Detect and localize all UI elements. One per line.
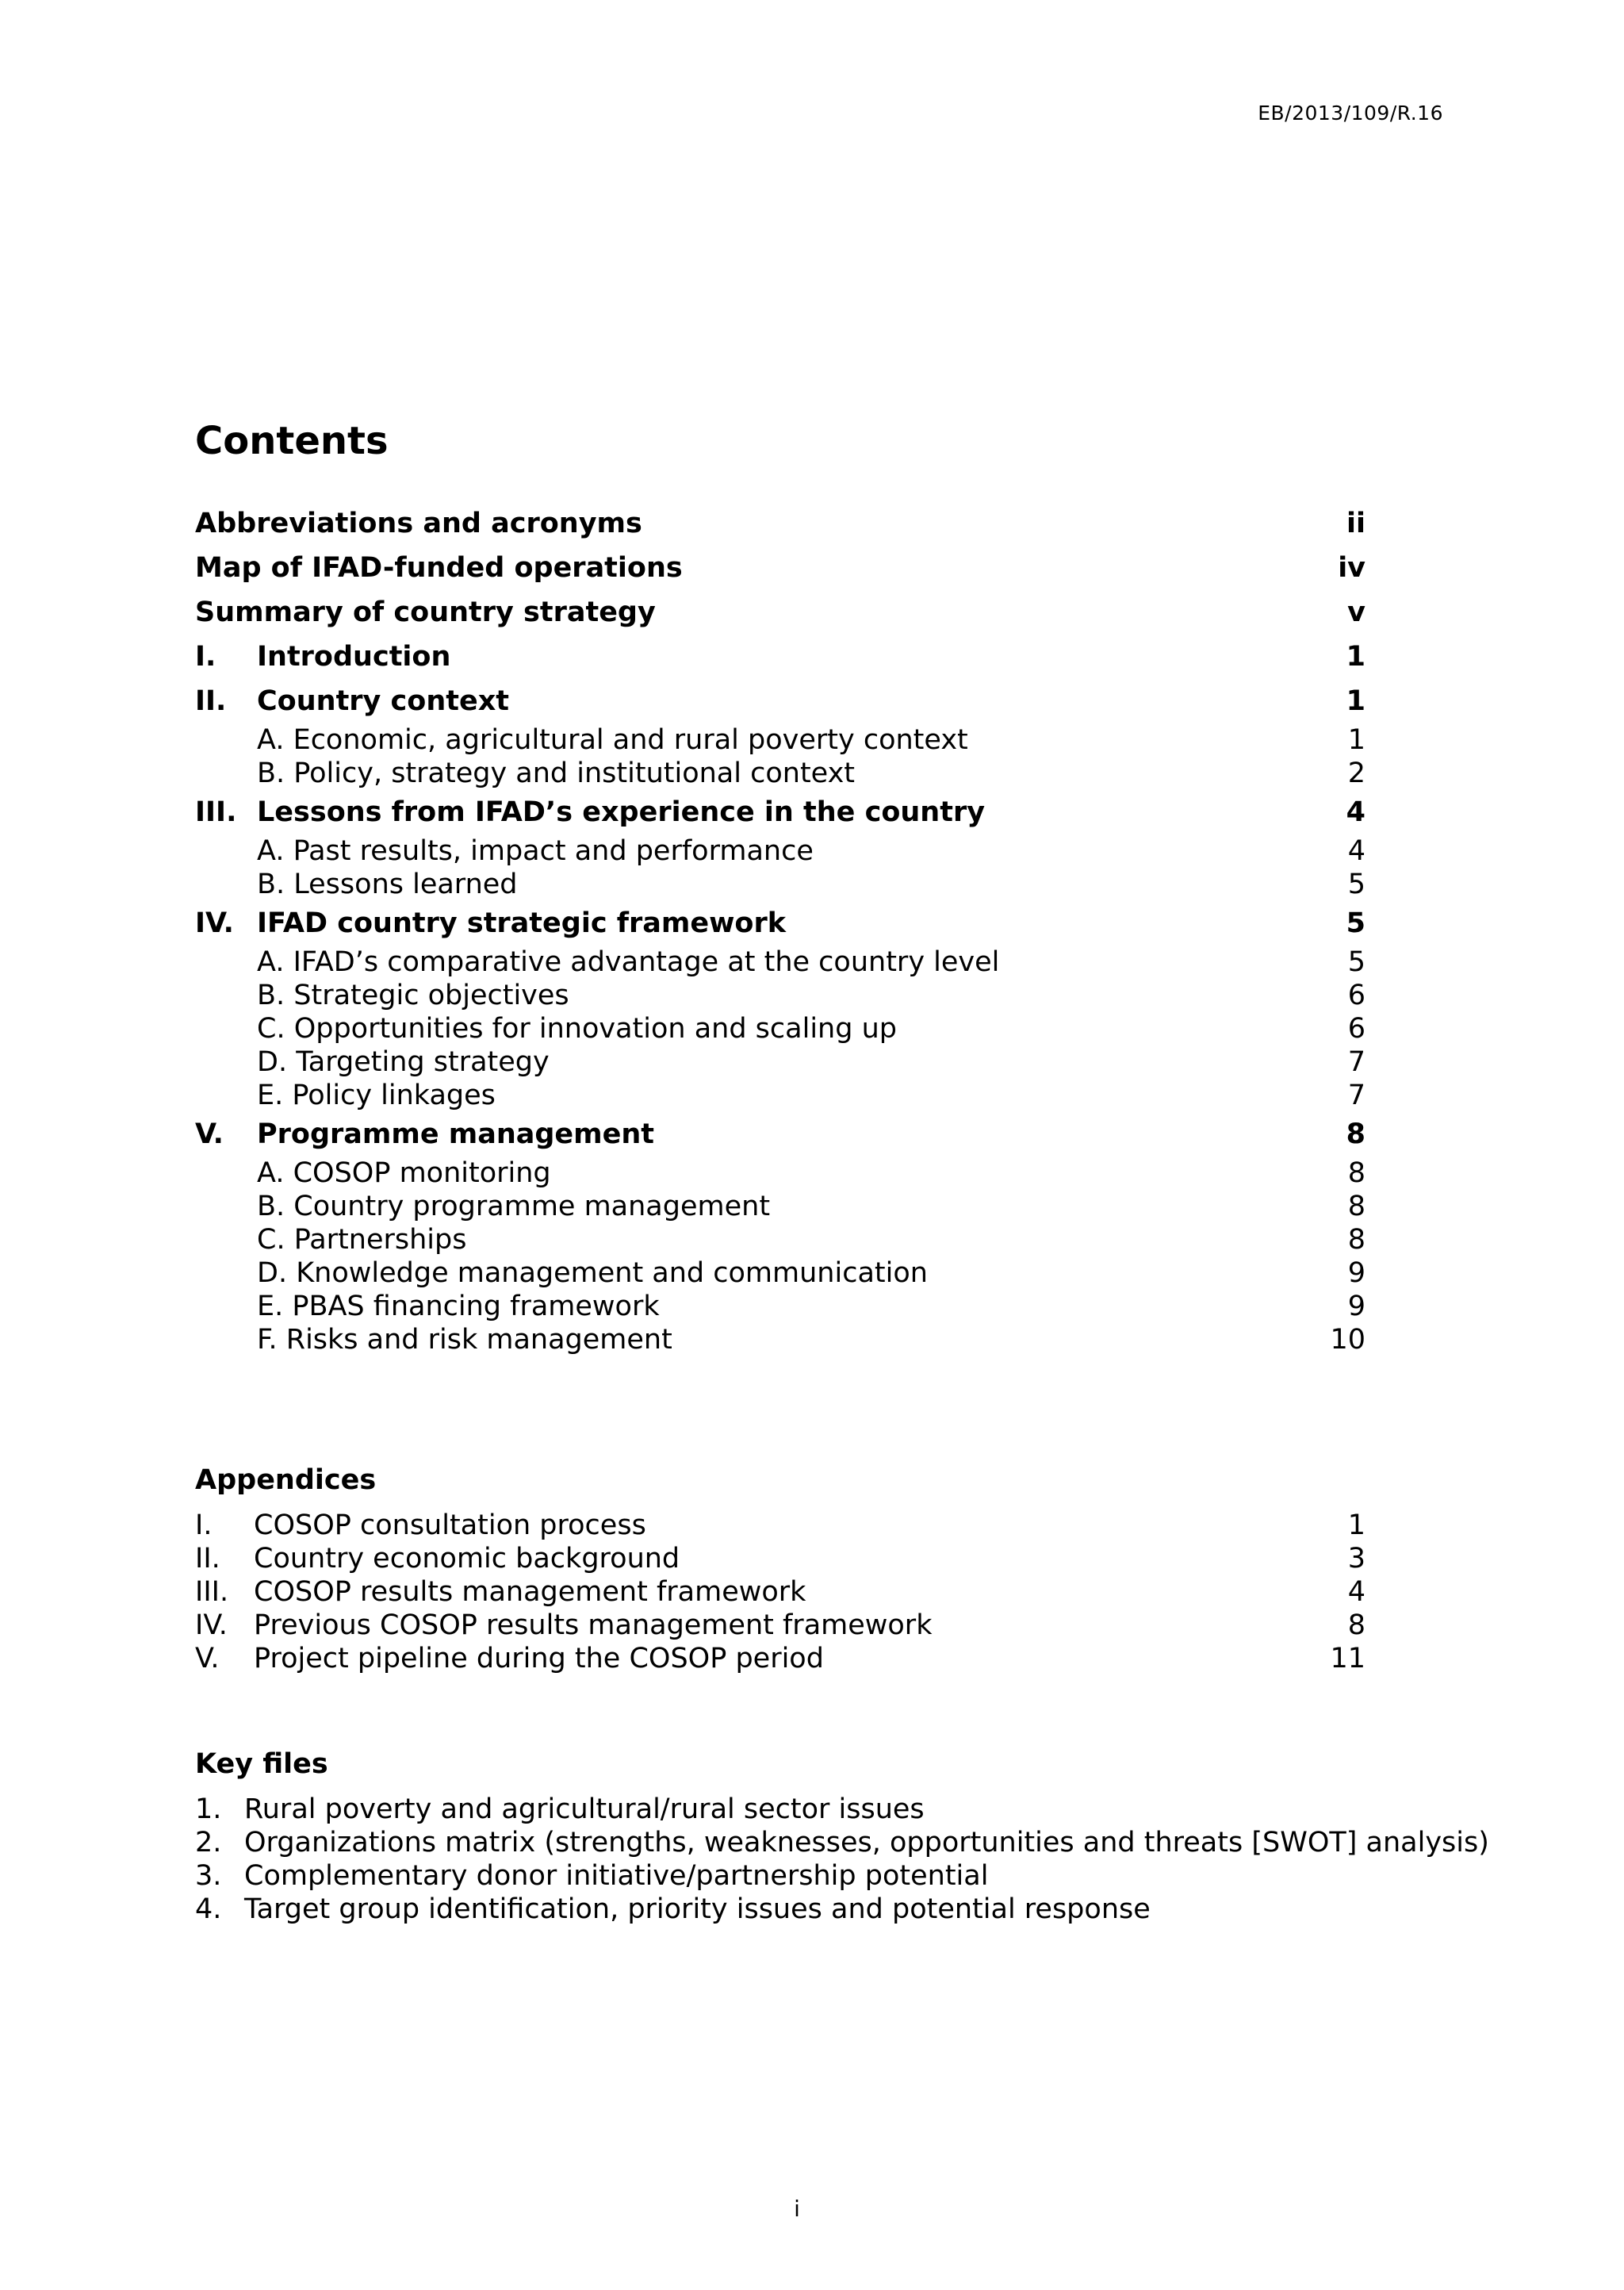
appendix-number: V. [195,1643,220,1674]
key-file-number: 2. [195,1827,222,1858]
toc-entry [195,501,1365,546]
key-file-entry [195,1826,1591,1859]
key-file-entry [195,1893,1591,1926]
key-file-label: Target group identification, priority issues and potential response [244,1893,1151,1925]
key-file-number: 1. [195,1793,222,1825]
toc-entry [195,635,1365,679]
toc-subentry [195,979,1365,1012]
toc-entry [195,679,1365,723]
toc-subentry-page: 6 [1347,980,1365,1011]
appendix-page: 1 [1347,1509,1365,1541]
toc-entry-label: Lessons from IFAD’s experience in the country [257,796,986,828]
appendix-number: I. [195,1509,213,1541]
toc-subentry [195,1079,1365,1112]
toc-subentry [195,757,1365,790]
appendix-label: Project pipeline during the COSOP period [254,1643,824,1674]
key-file-number: 4. [195,1893,222,1925]
appendix-number: III. [195,1576,229,1608]
appendix-label: COSOP consultation process [254,1509,646,1541]
appendix-entry [195,1509,1365,1542]
toc-entry [195,546,1365,590]
toc-entry-page: 1 [1346,685,1365,717]
toc-entry [195,790,1365,834]
toc-subentry-page: 4 [1347,835,1365,867]
toc-entry-label: Map of IFAD-funded operations [195,552,683,584]
toc-subentry-label: B. Country programme management [257,1191,771,1222]
toc-entry-number: I. [195,641,216,673]
toc-subentry-label: A. Past results, impact and performance [257,835,814,867]
appendix-page: 4 [1347,1576,1365,1608]
appendix-label: COSOP results management framework [254,1576,806,1608]
toc-subentry-label: B. Strategic objectives [257,980,569,1011]
toc-entry-page: 1 [1346,641,1365,673]
page-title: Contents [195,419,389,463]
toc-subentry-page: 9 [1347,1291,1365,1322]
toc-subentry-label: C. Partnerships [257,1224,467,1256]
toc-entry-label: Country context [257,685,510,717]
appendix-label: Country economic background [254,1543,680,1575]
toc-subentry [195,1323,1365,1356]
toc-entry-page: v [1347,596,1365,628]
toc-subentry-label: B. Policy, strategy and institutional context [257,758,856,789]
toc-entry-page: 8 [1346,1118,1365,1150]
toc-entry-number: IV. [195,907,234,939]
toc-subentry-label: D. Knowledge management and communication [257,1257,928,1289]
toc-entry-page: 4 [1346,796,1365,828]
key-files-section [195,1742,1591,1926]
toc-subentry-label: A. COSOP monitoring [257,1157,551,1189]
toc-subentry-page: 5 [1347,946,1365,978]
toc-subentry [195,1256,1365,1290]
appendix-page: 8 [1347,1609,1365,1641]
toc-subentry-page: 2 [1347,758,1365,789]
key-file-entry [195,1859,1591,1893]
appendices-heading: Appendices [195,1464,377,1496]
toc-subentry-label: A. IFAD’s comparative advantage at the country level [257,946,1000,978]
toc-subentry [195,946,1365,979]
toc-subentry-label: A. Economic, agricultural and rural poverty context [257,724,968,756]
toc-subentry-label: D. Targeting strategy [257,1046,550,1078]
table-of-contents [195,501,1365,1356]
toc-subentry-page: 7 [1347,1080,1365,1111]
appendix-number: IV. [195,1609,228,1641]
toc-entry [195,590,1365,635]
key-file-label: Complementary donor initiative/partnership potential [244,1860,989,1892]
toc-subentry-page: 5 [1347,869,1365,900]
toc-entry-number: III. [195,796,237,828]
key-file-label: Organizations matrix (strengths, weaknesses, opportunities and threats [SWOT] analysis) [244,1827,1489,1858]
appendix-entry [195,1542,1365,1575]
toc-entry-page: iv [1338,552,1365,584]
toc-subentry-page: 8 [1347,1224,1365,1256]
toc-subentry-page: 8 [1347,1191,1365,1222]
toc-subentry-label: E. PBAS financing framework [257,1291,660,1322]
toc-entry-number: II. [195,685,227,717]
toc-entry [195,1112,1365,1157]
toc-subentry [195,1223,1365,1256]
key-file-number: 3. [195,1860,222,1892]
appendix-entry [195,1575,1365,1609]
toc-entry-label: Summary of country strategy [195,596,656,628]
toc-subentry-label: F. Risks and risk management [257,1324,672,1356]
appendices-list [195,1509,1365,1675]
toc-subentry [195,834,1365,868]
toc-entry-label: Introduction [257,641,451,673]
key-file-label: Rural poverty and agricultural/rural sector issues [244,1793,925,1825]
key-files-list [195,1793,1591,1926]
toc-entry-label: Abbreviations and acronyms [195,508,642,539]
toc-subentry-label: C. Opportunities for innovation and scaling up [257,1013,897,1045]
appendix-page: 3 [1347,1543,1365,1575]
toc-entry-label: Programme management [257,1118,655,1150]
toc-entry-page: 5 [1346,907,1365,939]
toc-subentry-page: 1 [1347,724,1365,756]
appendix-number: II. [195,1543,220,1575]
toc-subentry-page: 10 [1330,1324,1365,1356]
toc-entry-label: IFAD country strategic framework [257,907,786,939]
toc-subentry-page: 9 [1347,1257,1365,1289]
toc-subentry [195,868,1365,901]
toc-subentry-label: B. Lessons learned [257,869,518,900]
toc-subentry-page: 7 [1347,1046,1365,1078]
toc-subentry [195,1157,1365,1190]
appendix-entry [195,1609,1365,1642]
key-files-heading: Key files [195,1748,328,1780]
toc-subentry [195,1290,1365,1323]
page-number: i [794,2196,800,2222]
toc-subentry [195,1045,1365,1079]
key-file-entry [195,1793,1591,1826]
toc-entry-page: ii [1346,508,1365,539]
toc-subentry [195,1012,1365,1045]
appendices-section [195,1458,1365,1675]
document-reference: EB/2013/109/R.16 [1258,102,1443,125]
toc-subentry [195,723,1365,757]
appendix-page: 11 [1330,1643,1365,1674]
appendix-entry [195,1642,1365,1675]
toc-entry-number: V. [195,1118,224,1150]
toc-subentry-page: 6 [1347,1013,1365,1045]
toc-subentry-page: 8 [1347,1157,1365,1189]
toc-subentry-label: E. Policy linkages [257,1080,496,1111]
appendix-label: Previous COSOP results management framework [254,1609,933,1641]
toc-subentry [195,1190,1365,1223]
toc-entry [195,901,1365,946]
